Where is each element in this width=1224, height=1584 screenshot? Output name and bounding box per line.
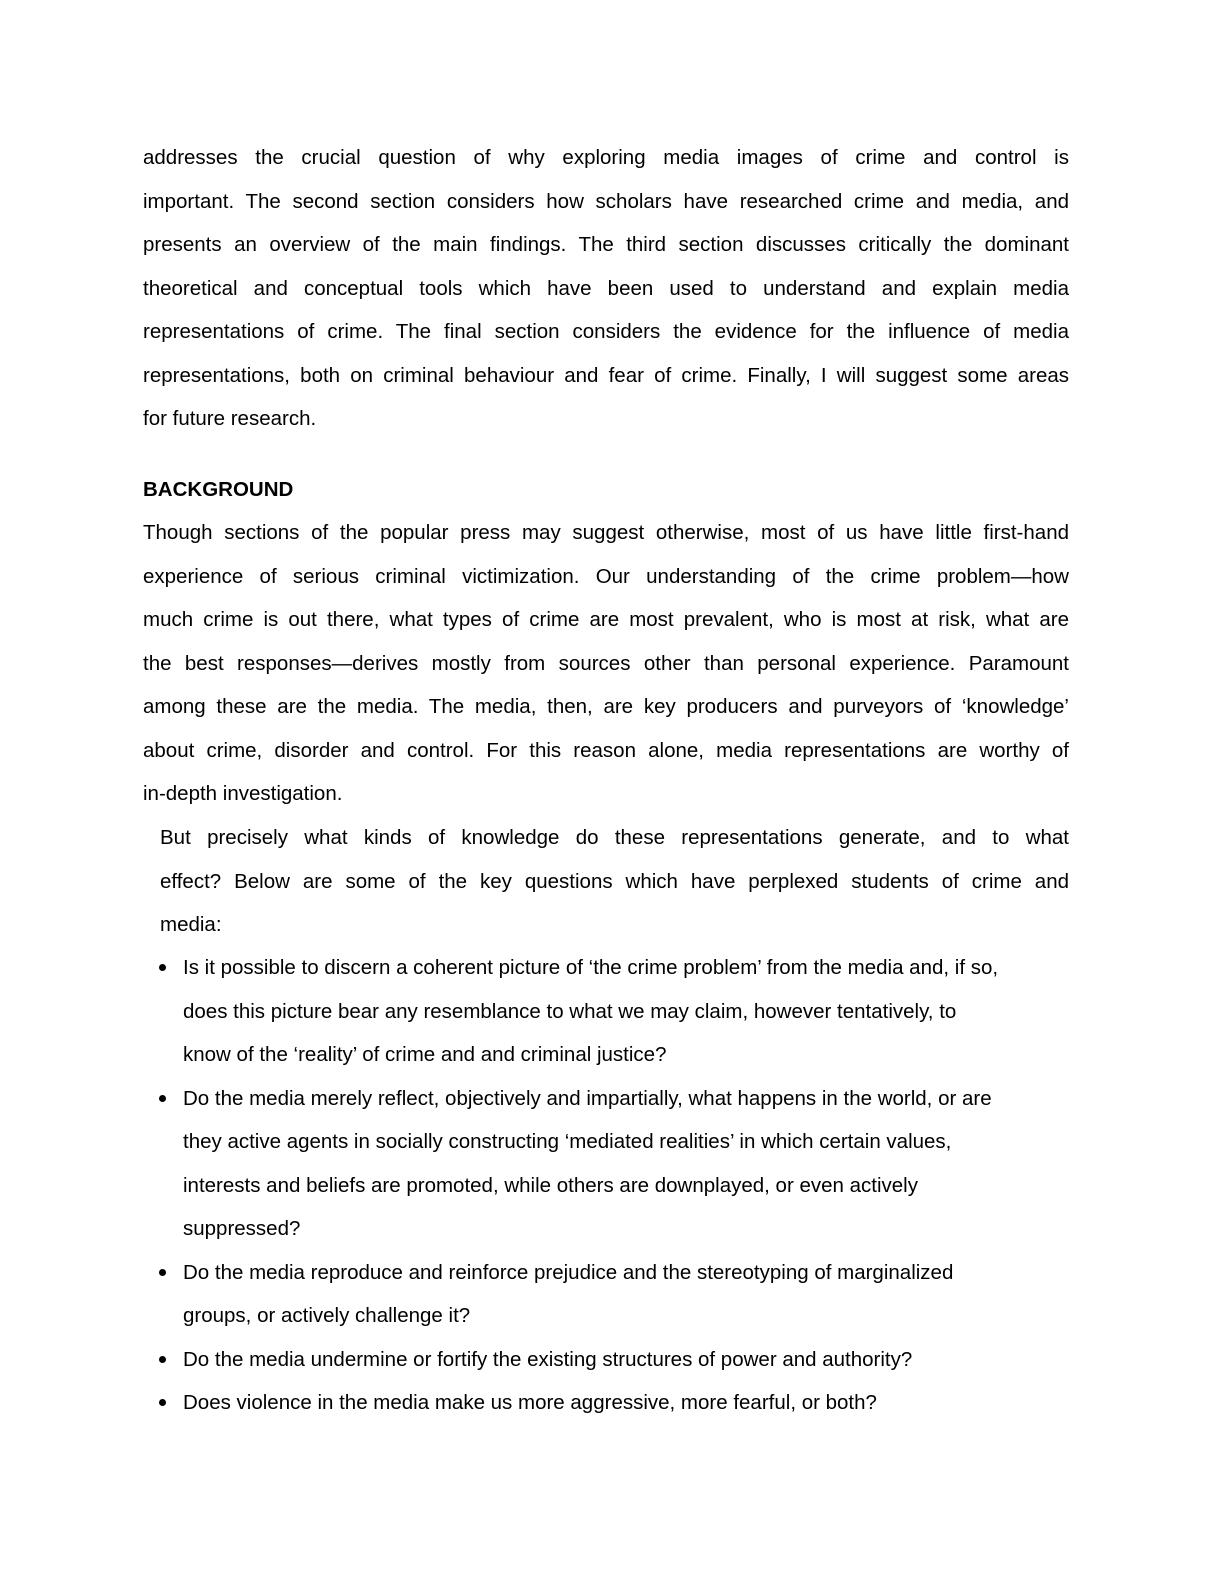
- list-item-text: [183, 1077, 1069, 1251]
- text-line: theoretical and conceptual tools which have been used to understand and explain media: [143, 276, 1069, 300]
- text-line: experience of serious criminal victimization. Our understanding of the crime problem—how: [143, 564, 1069, 588]
- text-line: representations, both on criminal behaviour and fear of crime. Finally, I will suggest some areas: [143, 363, 1069, 387]
- text-line: Do the media reproduce and reinforce prejudice and the stereotyping of marginalized: [183, 1260, 954, 1284]
- text-line: But precisely what kinds of knowledge do these representations generate, and to what: [160, 826, 1069, 849]
- list-item: [143, 1338, 1069, 1382]
- text-line: does this picture bear any resemblance to what we may claim, however tentatively, to: [183, 999, 957, 1023]
- text-line: groups, or actively challenge it?: [183, 1304, 471, 1327]
- text-line: Though sections of the popular press may suggest otherwise, most of us have little first-hand: [143, 521, 1069, 544]
- text-line: know of the ‘reality’ of crime and and criminal justice?: [183, 1043, 667, 1066]
- background-paragraph-2: [143, 816, 1069, 947]
- text-line: suppressed?: [183, 1217, 301, 1240]
- question-list: [143, 946, 1069, 1425]
- text-line: much crime is out there, what types of crime are most prevalent, who is most at risk, what are: [143, 608, 1069, 631]
- bullet-icon: [159, 964, 166, 971]
- background-paragraph-1: [143, 511, 1069, 816]
- list-item-text: [183, 1338, 1069, 1382]
- text-line: they active agents in socially constructing ‘mediated realities’ in which certain values,: [183, 1130, 952, 1153]
- text-line: Do the media undermine or fortify the existing structures of power and authority?: [183, 1347, 913, 1371]
- list-item: [143, 1077, 1069, 1251]
- text-line: for future research.: [143, 407, 317, 430]
- list-item: [143, 946, 1069, 1077]
- text-line: Does violence in the media make us more aggressive, more fearful, or both?: [183, 1391, 877, 1414]
- intro-paragraph: [143, 136, 1069, 441]
- list-item-text: [183, 1251, 1069, 1338]
- list-item: [143, 1251, 1069, 1338]
- text-line: interests and beliefs are promoted, while others are downplayed, or even actively: [183, 1173, 918, 1197]
- text-line: the best responses—derives mostly from sources other than personal experience. Paramount: [143, 651, 1069, 675]
- text-line: presents an overview of the main findings. The third section discusses critically the dominant: [143, 233, 1069, 256]
- bullet-icon: [159, 1356, 166, 1363]
- section-heading-background: BACKGROUND: [143, 478, 294, 501]
- list-item: [143, 1381, 1069, 1425]
- text-line: Is it possible to discern a coherent picture of ‘the crime problem’ from the media and, if so,: [183, 956, 999, 979]
- text-line: addresses the crucial question of why exploring media images of crime and control is: [143, 146, 1069, 169]
- text-line: in-depth investigation.: [143, 782, 343, 805]
- text-line: Do the media merely reflect, objectively and impartially, what happens in the world, or are: [183, 1086, 992, 1110]
- list-item-text: [183, 946, 1069, 1077]
- text-line: media:: [160, 913, 222, 936]
- bullet-icon: [159, 1399, 166, 1406]
- text-line: about crime, disorder and control. For this reason alone, media representations are worthy of: [143, 738, 1069, 762]
- text-line: effect? Below are some of the key questions which have perplexed students of crime and: [160, 869, 1069, 893]
- bullet-icon: [159, 1095, 166, 1102]
- list-item-text: [183, 1381, 1069, 1425]
- bullet-icon: [159, 1269, 166, 1276]
- text-line: among these are the media. The media, then, are key producers and purveyors of ‘knowledge’: [143, 695, 1069, 718]
- text-line: representations of crime. The final section considers the evidence for the influence of media: [143, 320, 1069, 343]
- text-line: important. The second section considers how scholars have researched crime and media, and: [143, 189, 1069, 213]
